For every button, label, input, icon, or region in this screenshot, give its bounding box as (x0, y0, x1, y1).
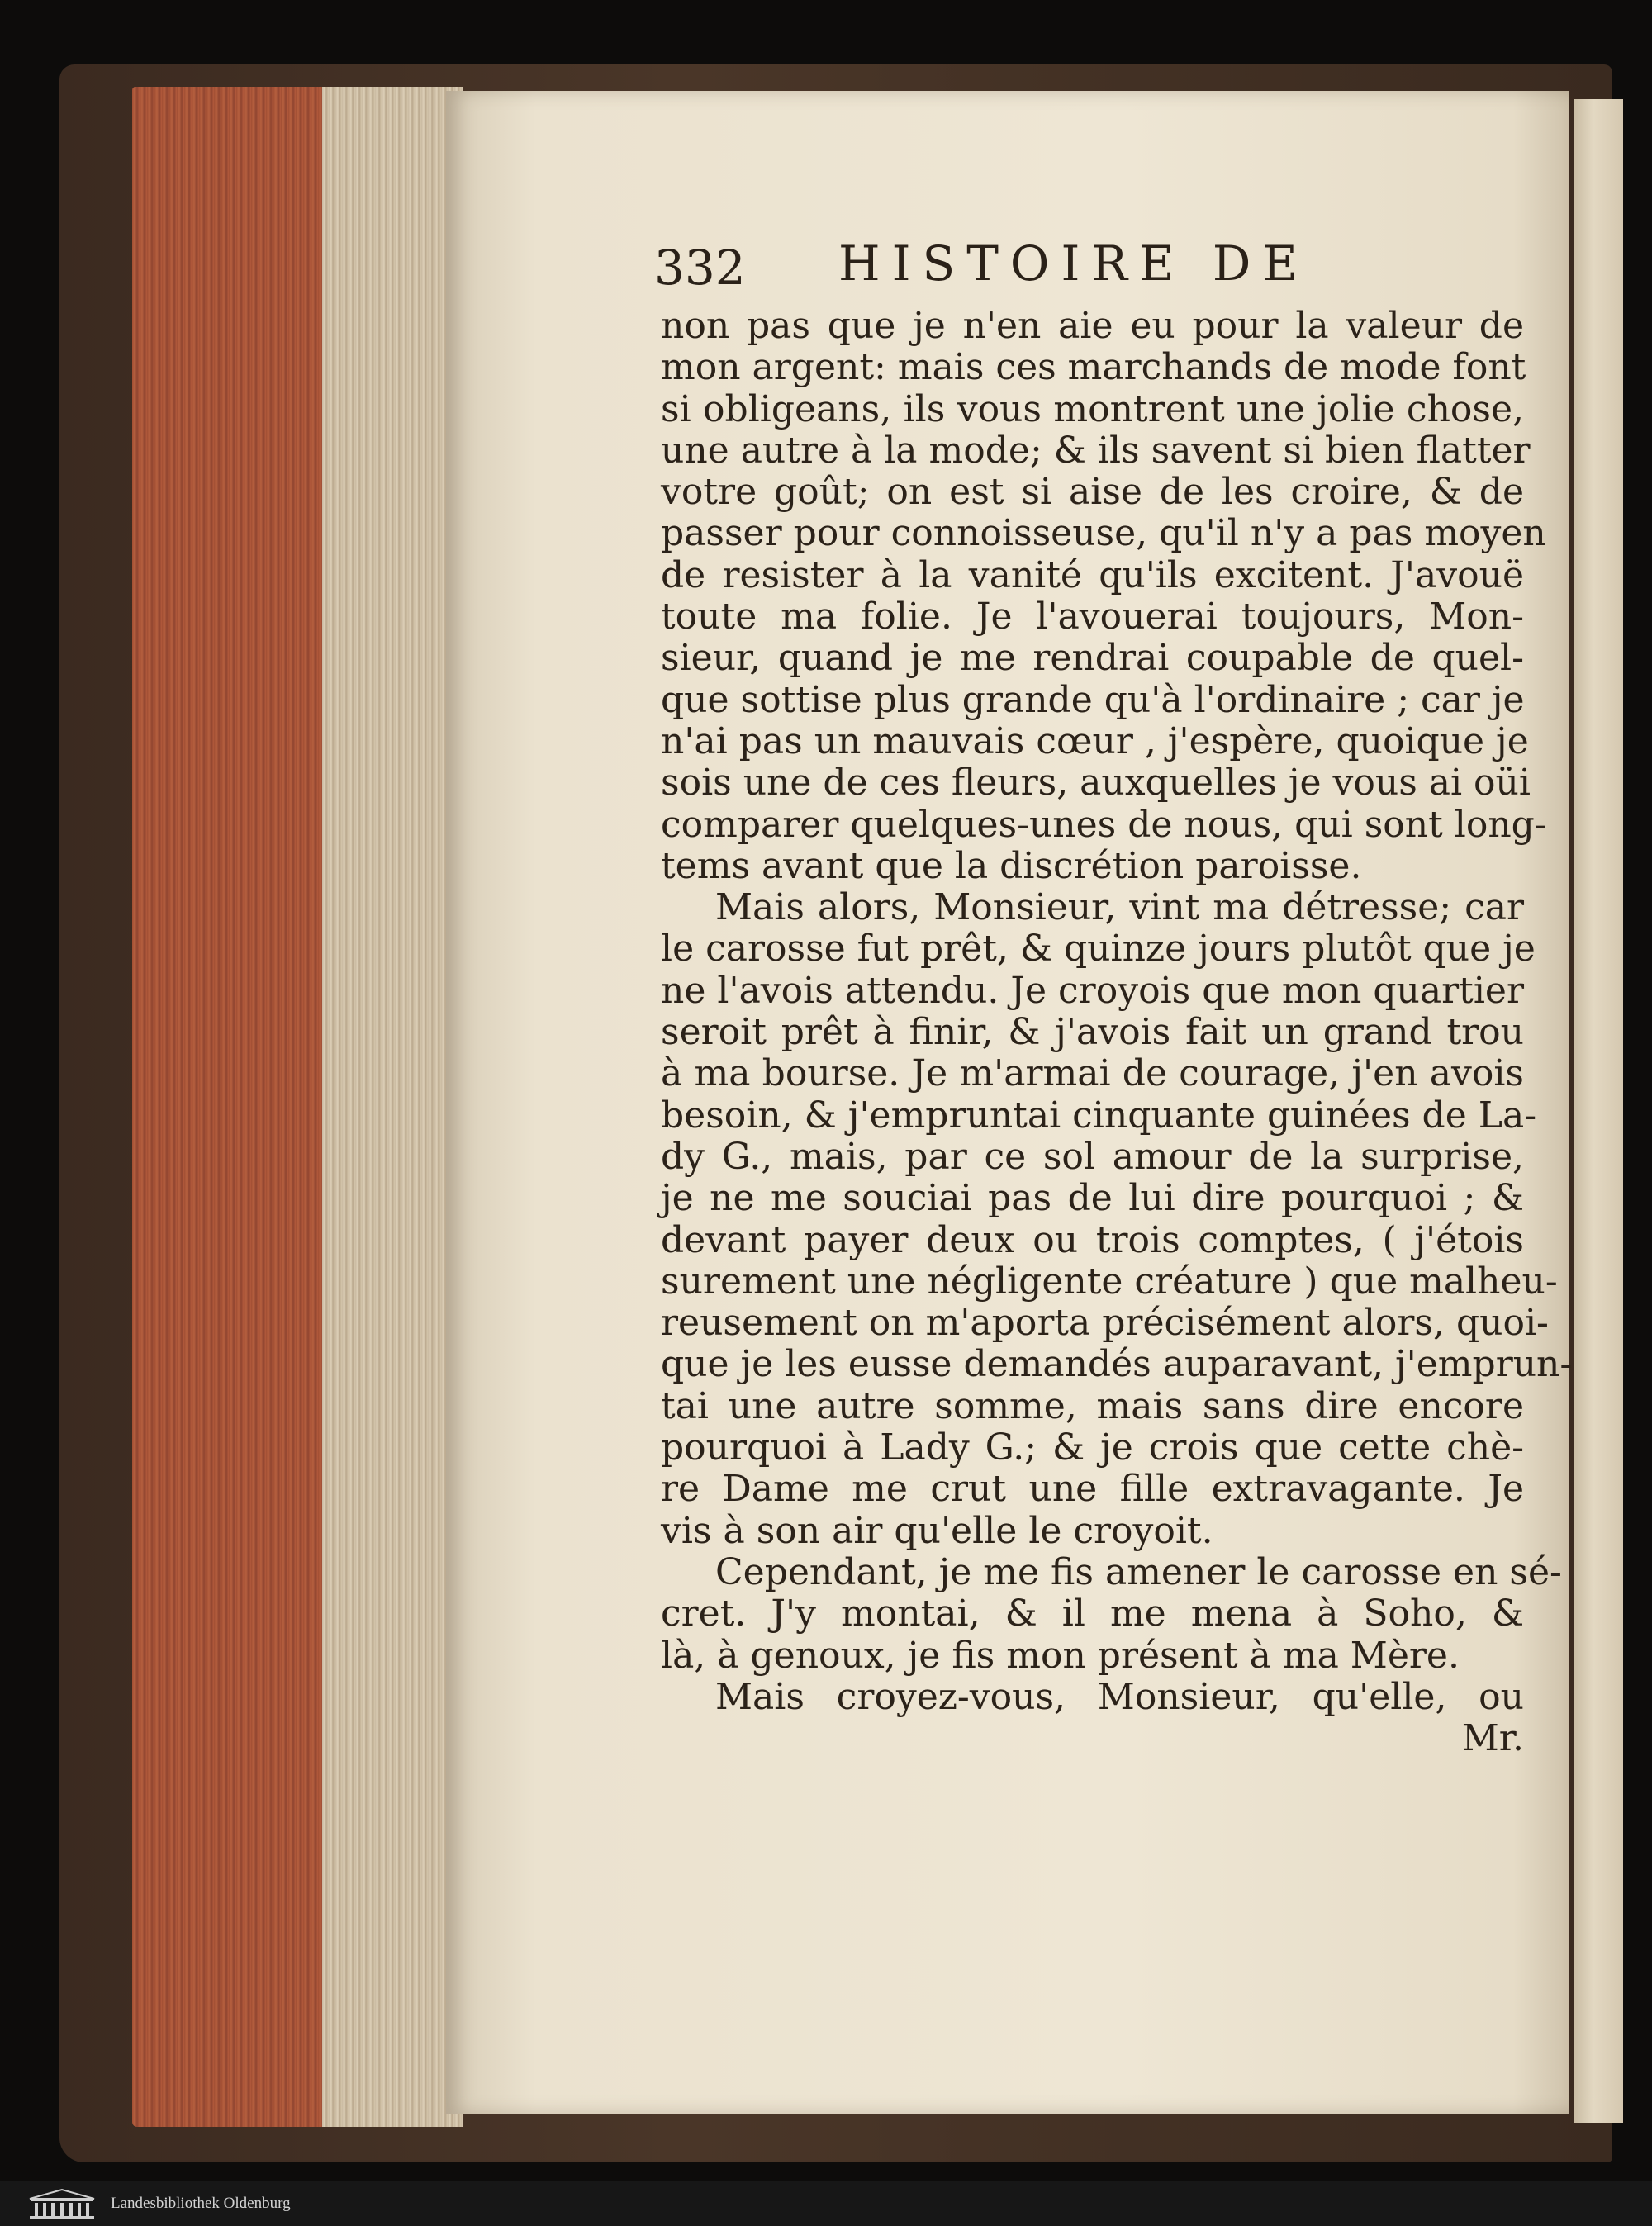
text-line: Mais croyez-vous, Monsieur, qu'elle, ou (715, 1675, 1524, 1718)
text-line: pourquoi à Lady G.; & je crois que cette chè- (661, 1426, 1524, 1469)
text-line: besoin, & j'empruntai cinquante guinées de La- (661, 1094, 1537, 1137)
text-line: que sottise plus grande qu'à l'ordinaire ; car je (661, 678, 1525, 721)
text-line: je ne me souciai pas de lui dire pourquoi ; & (661, 1177, 1524, 1220)
facing-page-edge (1574, 99, 1623, 2123)
text-line: cret. J'y montai, & il me mena à Soho, & (661, 1592, 1524, 1635)
text-line: non pas que je n'en aie eu pour la valeur de (661, 305, 1524, 347)
running-head: HISTOIRE DE (838, 235, 1309, 292)
text-line: si obligeans, ils vous montrent une jolie chose, (661, 387, 1524, 430)
text-line: ne l'avois attendu. Je croyois que mon quartier (661, 969, 1524, 1012)
text-line: une autre à la mode; & ils savent si bien flatter (661, 429, 1531, 472)
page-number: 332 (654, 240, 746, 296)
text-line: Cependant, je me fis amener le carosse en sé- (715, 1550, 1562, 1593)
text-line: devant payer deux ou trois comptes, ( j'étois (661, 1218, 1524, 1261)
text-line: comparer quelques-unes de nous, qui sont long- (661, 803, 1547, 846)
text-line: mon argent: mais ces marchands de mode font (661, 346, 1526, 389)
text-line: re Dame me crut une fille extravagante. Je (661, 1468, 1524, 1511)
page-edges (132, 87, 463, 2127)
text-line: tems avant que la discrétion paroisse. (661, 844, 1362, 887)
library-building-icon (26, 2187, 97, 2220)
text-line: tai une autre somme, mais sans dire encore (661, 1384, 1524, 1427)
text-line: surement une négligente créature ) que malheu- (661, 1260, 1558, 1303)
text-line: passer pour connoisseuse, qu'il n'y a pas moyen (661, 512, 1546, 555)
body-text (661, 305, 1573, 1760)
text-line: toute ma folie. Je l'avouerai toujours, Mon- (661, 596, 1524, 638)
text-line: sieur, quand je me rendrai coupable de quel- (661, 637, 1524, 680)
catchword: Mr. (1461, 1717, 1524, 1760)
text-line: que je les eusse demandés auparavant, j'emprun- (661, 1343, 1573, 1386)
text-line: le carosse fut prêt, & quinze jours plutôt que je (661, 928, 1536, 971)
library-name: Landesbibliothek Oldenburg (111, 2194, 291, 2212)
text-line: à ma bourse. Je m'armai de courage, j'en avois (661, 1052, 1524, 1095)
text-line: vis à son air qu'elle le croyoit. (661, 1509, 1213, 1552)
text-line: votre goût; on est si aise de les croire, & de (661, 471, 1524, 514)
text-line: dy G., mais, par ce sol amour de la surprise, (661, 1135, 1524, 1178)
text-line: reusement on m'aporta précisément alors, quoi- (661, 1302, 1549, 1345)
text-line: de resister à la vanité qu'ils excitent. J'avouë (661, 553, 1524, 596)
text-line: n'ai pas un mauvais cœur , j'espère, quoique je (661, 719, 1529, 762)
text-line: seroit prêt à finir, & j'avois fait un grand trou (661, 1011, 1524, 1054)
text-line: Mais alors, Monsieur, vint ma détresse; car (715, 886, 1524, 929)
library-footer (0, 2181, 1652, 2226)
text-line: sois une de ces fleurs, auxquelles je vous ai oüi (661, 762, 1531, 804)
text-line: là, à genoux, je fis mon présent à ma Mère. (661, 1634, 1460, 1677)
